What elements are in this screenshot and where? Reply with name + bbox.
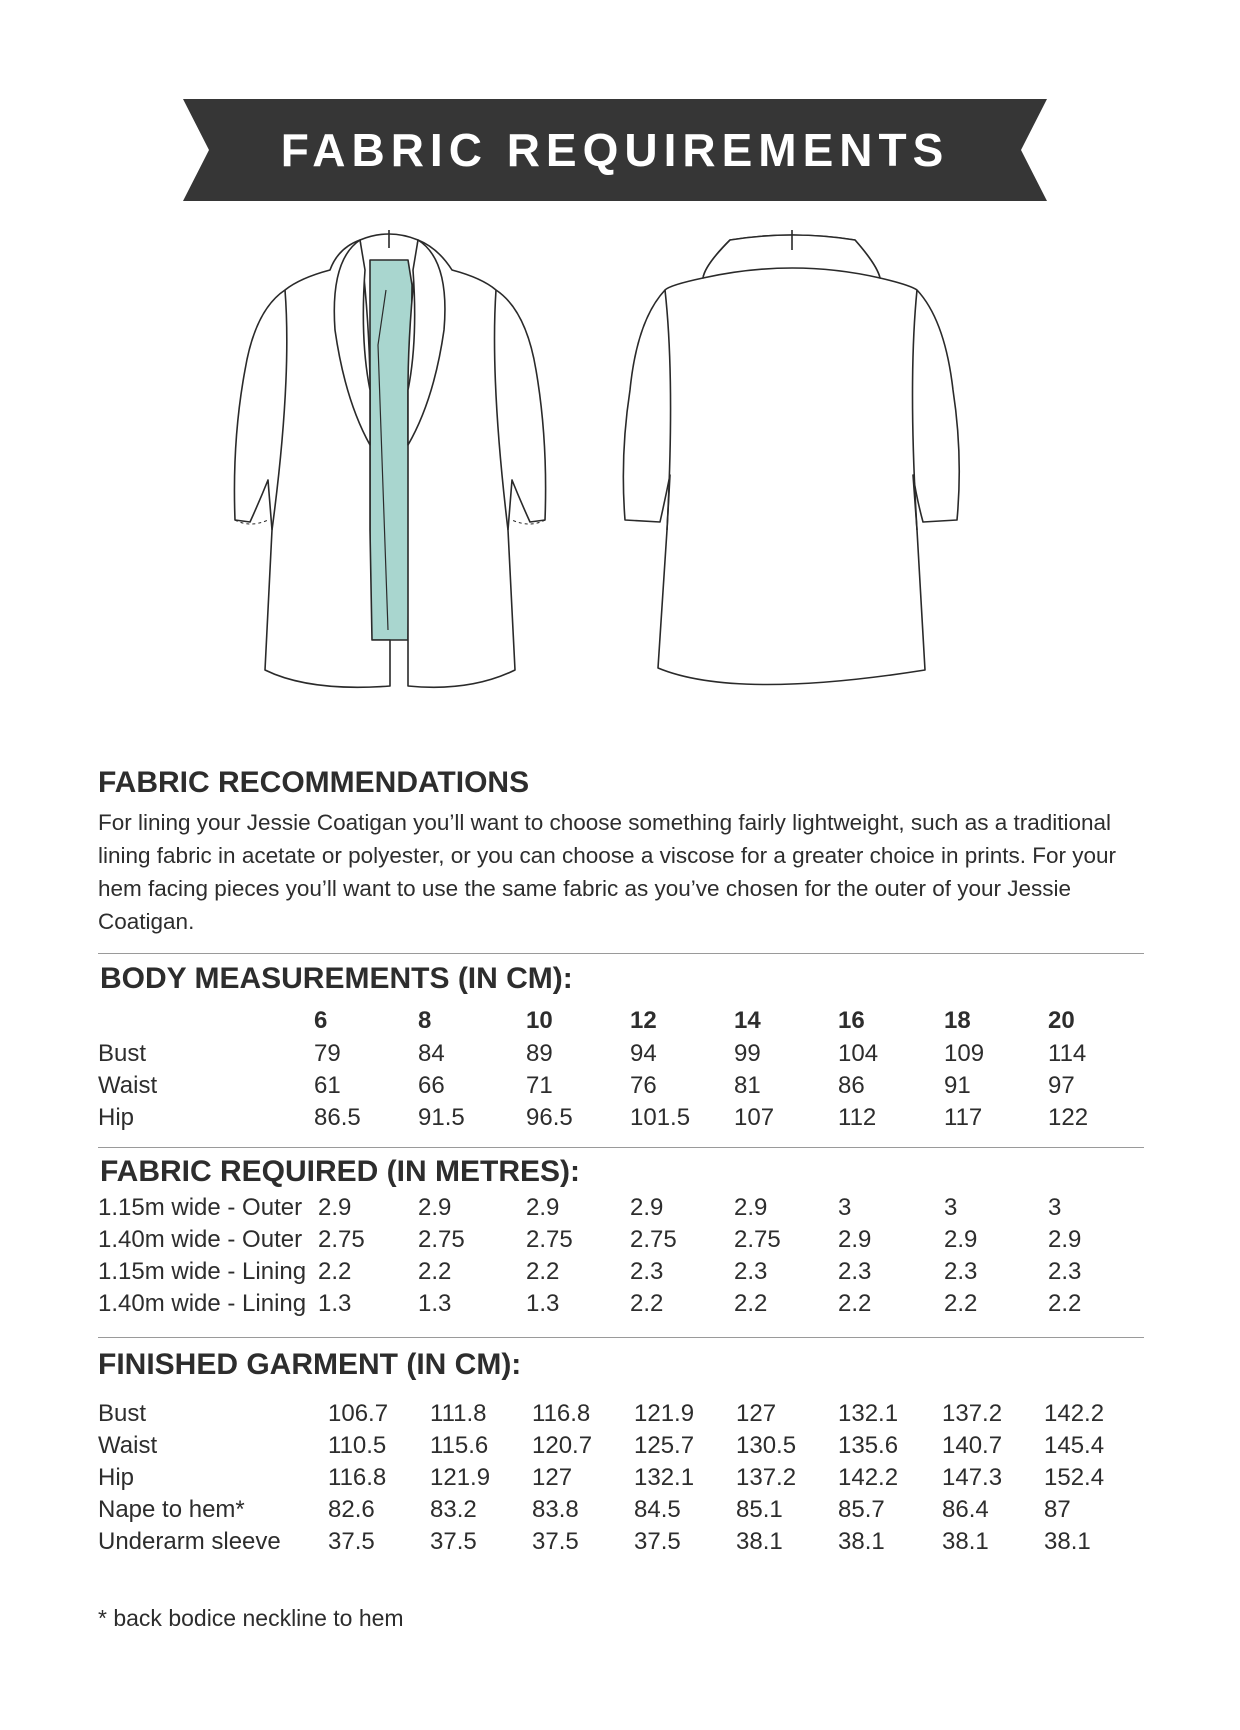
- row-label: Bust: [98, 1400, 147, 1427]
- table-cell: 116.8: [532, 1400, 591, 1427]
- table-cell: 96.5: [526, 1104, 573, 1131]
- table-cell: 140.7: [942, 1432, 1003, 1459]
- table-cell: 2.2: [734, 1290, 768, 1317]
- table-cell: 122: [1048, 1104, 1089, 1131]
- page-title: FABRIC REQUIREMENTS: [280, 124, 950, 176]
- table-cell: 37.5: [430, 1528, 477, 1555]
- table-cell: 152.4: [1044, 1464, 1105, 1491]
- table-cell: 107: [734, 1104, 775, 1131]
- table-cell: 3: [1048, 1194, 1062, 1221]
- table-cell: 101.5: [630, 1104, 691, 1131]
- table-cell: 83.2: [430, 1496, 477, 1523]
- table-cell: 132.1: [838, 1400, 899, 1427]
- table-cell: 37.5: [532, 1528, 579, 1555]
- table-row: [98, 1464, 1144, 1496]
- row-label: Bust: [98, 1040, 147, 1067]
- size-label: 16: [838, 1007, 865, 1034]
- table-cell: 86.4: [942, 1496, 989, 1523]
- divider: [98, 1147, 1144, 1148]
- table-cell: 135.6: [838, 1432, 899, 1459]
- table-cell: 2.3: [734, 1258, 768, 1285]
- table-cell: 38.1: [1044, 1528, 1091, 1555]
- table-cell: 2.75: [734, 1226, 781, 1253]
- table-cell: 130.5: [736, 1432, 797, 1459]
- table-cell: 1.3: [418, 1290, 452, 1317]
- table-cell: 85.1: [736, 1496, 783, 1523]
- table-cell: 84: [418, 1040, 445, 1067]
- back-body: [623, 235, 959, 685]
- table-cell: 117: [944, 1104, 983, 1131]
- table-row: [98, 1432, 1144, 1464]
- table-cell: 125.7: [634, 1432, 695, 1459]
- table-cell: 87: [1044, 1496, 1071, 1523]
- table-row: [98, 1258, 1144, 1290]
- front-lining: [370, 260, 412, 640]
- table-cell: 127: [736, 1400, 777, 1427]
- size-label: 10: [526, 1007, 553, 1034]
- row-label: Hip: [98, 1464, 135, 1491]
- table-cell: 3: [838, 1194, 852, 1221]
- table-cell: 109: [944, 1040, 985, 1067]
- table-cell: 2.75: [526, 1226, 573, 1253]
- table-cell: 106.7: [328, 1400, 389, 1427]
- row-label: Waist: [98, 1072, 158, 1099]
- table-cell: 2.3: [944, 1258, 978, 1285]
- table-cell: 89: [526, 1040, 553, 1067]
- table-cell: 91: [944, 1072, 971, 1099]
- table-cell: 2.2: [418, 1258, 452, 1285]
- table-cell: 2.9: [734, 1194, 768, 1221]
- size-header-row: [98, 1007, 1144, 1039]
- table-cell: 76: [630, 1072, 657, 1099]
- row-label: Underarm sleeve: [98, 1528, 281, 1555]
- front-left-panel: [234, 240, 390, 687]
- table-cell: 1.3: [526, 1290, 560, 1317]
- table-cell: 112: [838, 1104, 877, 1131]
- footnote: * back bodice neckline to hem: [98, 1605, 404, 1631]
- table-cell: 83.8: [532, 1496, 579, 1523]
- finished-garment-heading: FINISHED GARMENT (IN CM):: [98, 1348, 522, 1381]
- row-label: 1.15m wide - Lining: [98, 1258, 307, 1285]
- size-label: 14: [734, 1007, 761, 1034]
- table-cell: 115.6: [430, 1432, 489, 1459]
- table-cell: 2.3: [630, 1258, 664, 1285]
- size-label: 20: [1048, 1007, 1075, 1034]
- table-cell: 121.9: [430, 1464, 491, 1491]
- size-label: 8: [418, 1007, 432, 1034]
- table-cell: 3: [944, 1194, 958, 1221]
- table-cell: 147.3: [942, 1464, 1003, 1491]
- table-cell: 38.1: [838, 1528, 885, 1555]
- table-cell: 91.5: [418, 1104, 465, 1131]
- table-cell: 2.9: [418, 1194, 452, 1221]
- size-label: 6: [314, 1007, 328, 1034]
- table-cell: 145.4: [1044, 1432, 1105, 1459]
- table-cell: 71: [526, 1072, 553, 1099]
- table-cell: 37.5: [328, 1528, 375, 1555]
- table-cell: 85.7: [838, 1496, 885, 1523]
- table-cell: 2.75: [318, 1226, 365, 1253]
- table-cell: 110.5: [328, 1432, 387, 1459]
- table-cell: 2.9: [944, 1226, 978, 1253]
- table-row: [98, 1226, 1144, 1258]
- recommendations-heading: FABRIC RECOMMENDATIONS: [98, 766, 530, 799]
- size-label: 12: [630, 1007, 657, 1034]
- row-label: 1.40m wide - Lining: [98, 1290, 307, 1317]
- body-measurements-heading: BODY MEASUREMENTS (IN CM):: [100, 962, 573, 995]
- table-row: [98, 1290, 1144, 1322]
- row-label: 1.15m wide - Outer: [98, 1194, 303, 1221]
- table-row: [98, 1194, 1144, 1226]
- table-cell: 120.7: [532, 1432, 593, 1459]
- table-cell: 104: [838, 1040, 879, 1067]
- table-cell: 61: [314, 1072, 341, 1099]
- table-row: [98, 1104, 1144, 1136]
- back-view-drawing: [623, 230, 959, 685]
- table-cell: 137.2: [942, 1400, 1003, 1427]
- table-cell: 1.3: [318, 1290, 352, 1317]
- table-cell: 2.2: [944, 1290, 978, 1317]
- table-cell: 66: [418, 1072, 445, 1099]
- row-label: Nape to hem*: [98, 1496, 245, 1523]
- table-cell: 79: [314, 1040, 341, 1067]
- table-cell: 142.2: [838, 1464, 899, 1491]
- table-cell: 86: [838, 1072, 865, 1099]
- table-cell: 121.9: [634, 1400, 695, 1427]
- table-cell: 2.9: [838, 1226, 872, 1253]
- table-cell: 86.5: [314, 1104, 361, 1131]
- title-banner: [183, 99, 1047, 201]
- table-cell: 38.1: [736, 1528, 783, 1555]
- table-cell: 142.2: [1044, 1400, 1105, 1427]
- table-cell: 2.75: [418, 1226, 465, 1253]
- row-label: 1.40m wide - Outer: [98, 1226, 303, 1253]
- table-cell: 81: [734, 1072, 761, 1099]
- table-cell: 2.9: [1048, 1226, 1082, 1253]
- table-cell: 2.2: [318, 1258, 352, 1285]
- table-row: [98, 1528, 1144, 1560]
- table-cell: 82.6: [328, 1496, 375, 1523]
- table-row: [98, 1496, 1144, 1528]
- table-cell: 84.5: [634, 1496, 681, 1523]
- table-cell: 2.3: [838, 1258, 872, 1285]
- table-cell: 37.5: [634, 1528, 681, 1555]
- table-cell: 132.1: [634, 1464, 695, 1491]
- fabric-required-heading: FABRIC REQUIRED (IN METRES):: [100, 1155, 580, 1188]
- table-cell: 114: [1048, 1040, 1087, 1067]
- table-cell: 116.8: [328, 1464, 387, 1491]
- table-cell: 2.9: [630, 1194, 664, 1221]
- table-cell: 111.8: [430, 1400, 487, 1427]
- row-label: Hip: [98, 1104, 135, 1131]
- table-cell: 2.2: [838, 1290, 872, 1317]
- size-label: 18: [944, 1007, 971, 1034]
- table-cell: 2.2: [1048, 1290, 1082, 1317]
- table-cell: 97: [1048, 1072, 1075, 1099]
- table-cell: 99: [734, 1040, 761, 1067]
- table-row: [98, 1040, 1144, 1072]
- table-cell: 2.75: [630, 1226, 677, 1253]
- recommendations-text: For lining your Jessie Coatigan you’ll want to choose something fairly lightweight, such as a traditional lining fabric in acetate or polyester, or you can choose a viscose for a greater choice in prints. For your hem facing pieces you’ll want to use the same fabric as you’ve chosen for the outer of your Jessie Coatigan.: [98, 810, 1117, 934]
- table-cell: 2.9: [318, 1194, 352, 1221]
- garment-illustration: [220, 230, 1020, 690]
- table-row: [98, 1400, 1144, 1432]
- table-cell: 2.9: [526, 1194, 560, 1221]
- table-cell: 2.3: [1048, 1258, 1082, 1285]
- front-view-drawing: [234, 230, 545, 687]
- divider: [98, 1337, 1144, 1338]
- table-row: [98, 1072, 1144, 1104]
- table-cell: 137.2: [736, 1464, 797, 1491]
- table-cell: 127: [532, 1464, 573, 1491]
- table-cell: 38.1: [942, 1528, 989, 1555]
- row-label: Waist: [98, 1432, 158, 1459]
- table-cell: 2.2: [630, 1290, 664, 1317]
- divider: [98, 953, 1144, 954]
- table-cell: 2.2: [526, 1258, 560, 1285]
- table-cell: 94: [630, 1040, 657, 1067]
